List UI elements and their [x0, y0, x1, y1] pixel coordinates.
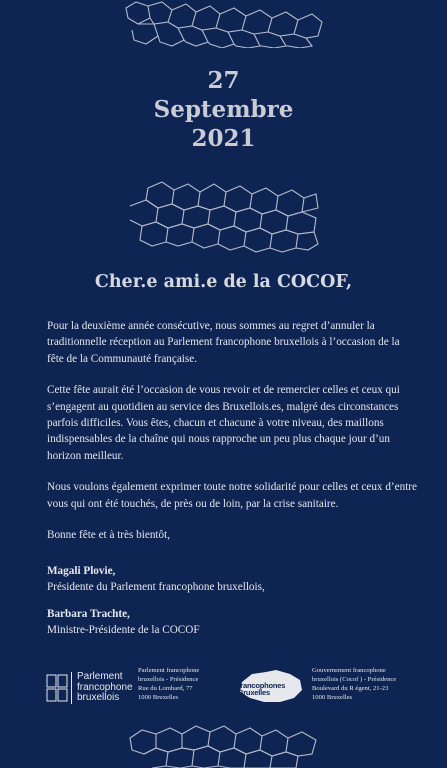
paragraph: Cette fête aurait été l’occasion de vous revoir et de remercier celles et ceux qui s’engagent au quotidien au service des Bruxellois.es, malgré des circonstances parfois difficiles. Vous êtes, chacun et chacune à votre niveau, des maillons indispensables de la chaîne qui nous rapproche un peu plus chaque jour d’un horizon meilleur.	[47, 384, 400, 462]
signatory-title: Présidente du Parlement francophone bruxellois,	[47, 581, 265, 594]
logo-divider	[71, 672, 72, 704]
event-date	[0, 66, 447, 153]
letter-body	[47, 318, 417, 558]
paragraph: Pour la deuxième année consécutive, nous sommes au regret d’annuler la traditionnelle réception au Parlement francophone bruxellois à l’occasion de la fête de la Communauté française.	[47, 320, 400, 365]
date-year: 2021	[191, 125, 256, 152]
greeting-heading: Cher.e ami.e de la COCOF,	[94, 272, 353, 292]
signatory-name: Barbara Trachte,	[47, 608, 130, 620]
parlement-logo	[46, 668, 134, 708]
paragraph: Bonne fête et à très bientôt,	[47, 529, 171, 542]
parlement-emblem-icon	[46, 674, 68, 702]
signatory-name: Magali Plovie,	[47, 565, 116, 577]
date-day: 27	[207, 67, 240, 94]
date-month: Septembre	[153, 96, 294, 123]
paragraph: Nous voulons également exprimer toute notre solidarité pour celles et ceux d’entre vous qui ont été touchés, de près ou de loin, par la crise sanitaire.	[47, 481, 417, 510]
decorative-mesh-bottom	[0, 720, 447, 768]
gouvernement-logo	[236, 668, 306, 704]
signature-block	[47, 563, 265, 596]
gouvernement-logo-text: francophones Bruxelles	[238, 681, 286, 697]
decorative-mesh-top	[0, 0, 447, 48]
gouvernement-address: Gouvernement francophone bruxellois (Cocof ) - Présidence Boulevard du R égent, 21-23 1000 Bruxelles	[312, 667, 397, 701]
signatory-title: Ministre-Présidente de la COCOF	[47, 624, 200, 637]
parlement-address: Parlement francophone bruxellois - Présidence Rue du Lombard, 77 1000 Bruxelles	[138, 667, 200, 701]
decorative-mesh-middle	[0, 178, 447, 254]
parlement-logo-text: Parlement francophone bruxellois	[77, 671, 133, 703]
signature-block	[47, 606, 200, 639]
footer	[0, 664, 447, 712]
